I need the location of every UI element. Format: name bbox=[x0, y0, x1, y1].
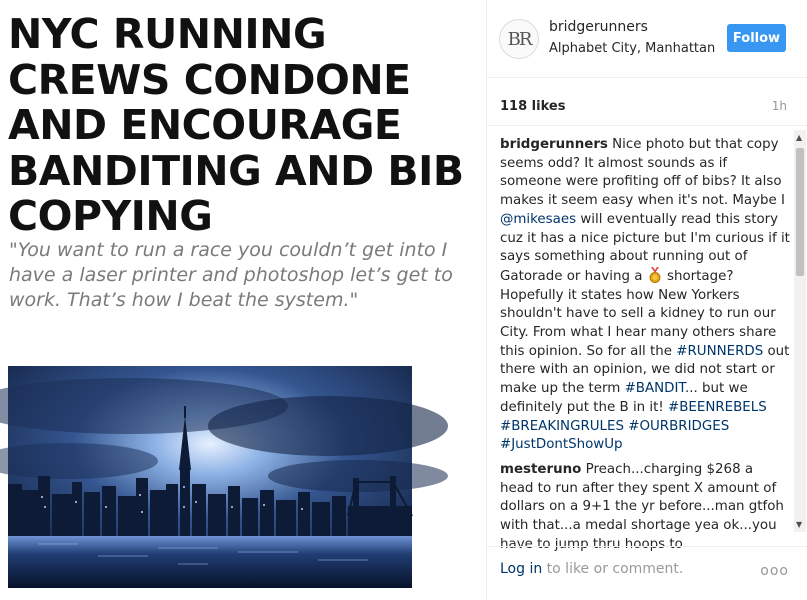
comment-text: ... but we definitely put the B in it! bbox=[500, 381, 748, 415]
post-stats bbox=[487, 86, 807, 126]
scroll-thumb[interactable] bbox=[796, 148, 804, 276]
comments-scrollbar[interactable] bbox=[794, 130, 806, 532]
post-time[interactable]: 1h bbox=[771, 99, 787, 113]
post-details-panel bbox=[486, 0, 806, 600]
comment-text: Nice photo but that copy seems odd? It almost sounds as if someone were profiting off of bibs? It also makes it seem easy when it's not. Maybe I bbox=[500, 137, 785, 209]
post-footer bbox=[487, 546, 807, 594]
comments-list[interactable] bbox=[487, 130, 807, 552]
comment bbox=[500, 461, 790, 555]
avatar[interactable] bbox=[499, 19, 539, 59]
comment-author[interactable]: bridgerunners bbox=[500, 137, 608, 152]
post-headline: NYC RUNNING CREWS CONDONE AND ENCOURAGE BANDITING AND BIB COPYING bbox=[8, 10, 464, 240]
hashtag-link[interactable]: #BANDIT bbox=[624, 381, 685, 397]
comment-text: will eventually read this story cuz it has a nice picture but I'm curious if it says something about running out of Gatorade or having a bbox=[500, 211, 790, 284]
more-options-icon[interactable]: ooo bbox=[760, 563, 789, 579]
medal-icon bbox=[647, 267, 663, 283]
login-link[interactable]: Log in bbox=[500, 561, 543, 577]
follow-button[interactable]: Follow bbox=[727, 24, 786, 52]
comment-text: shortage? Hopefully it states how New Yorkers shouldn't have to sell a kidney to run our City. From what I hear many others share this opinion. So for all the bbox=[500, 268, 777, 359]
scroll-down-arrow-icon[interactable]: ▼ bbox=[796, 520, 803, 529]
hashtag-link[interactable]: #RUNNERDS bbox=[676, 343, 764, 359]
skyline-photo bbox=[8, 366, 412, 588]
post-quote: "You want to run a race you couldn’t get into I have a laser printer and photoshop let’s get to work. That’s how I beat the system." bbox=[9, 239, 453, 311]
comment-author[interactable]: mesteruno bbox=[500, 461, 582, 477]
location-link[interactable]: Alphabet City, Manhattan bbox=[549, 41, 716, 56]
login-prompt bbox=[500, 561, 683, 577]
comment bbox=[500, 136, 790, 455]
hashtag-link[interactable]: #BEENREBELS bbox=[668, 399, 767, 415]
username-link[interactable]: bridgerunners bbox=[549, 19, 648, 35]
comment-text: out there with an opinion, we did not start or make up the term bbox=[500, 343, 790, 397]
avatar-initials: BR bbox=[507, 28, 531, 50]
hashtag-link[interactable]: #JustDontShowUp bbox=[500, 437, 623, 453]
hashtag-link[interactable]: #BREAKINGRULES bbox=[500, 418, 624, 434]
mention-link[interactable]: @mikesaes bbox=[500, 211, 577, 227]
comment-text: Preach...charging $268 a head to run after they spent X amount of dollars on a 9+1 the yr before...man gtfoh with that...a medal shortage yea ok...you have to jump thru hoops to bbox=[500, 461, 784, 552]
hashtag-link[interactable]: #OURBRIDGES bbox=[628, 418, 730, 434]
likes-count[interactable]: 118 likes bbox=[500, 99, 566, 114]
login-suffix: to like or comment. bbox=[542, 561, 684, 577]
scroll-up-arrow-icon[interactable]: ▲ bbox=[796, 133, 803, 142]
post-header bbox=[487, 0, 807, 78]
